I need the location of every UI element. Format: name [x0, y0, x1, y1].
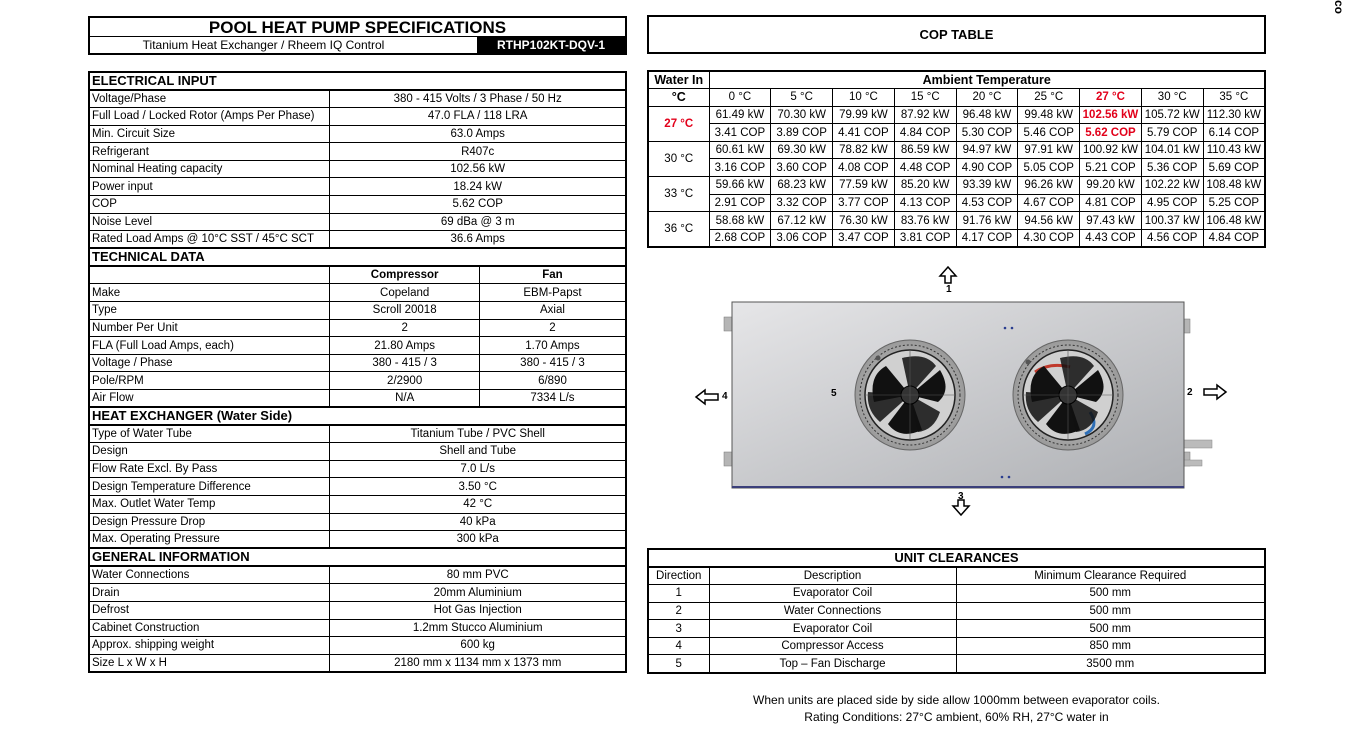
- cop-value-cell: 5.30 COP: [956, 124, 1018, 142]
- spec-value: 69 dBa @ 3 m: [330, 213, 626, 231]
- spec-label: Approx. shipping weight: [89, 637, 330, 655]
- cop-value-cell: 4.30 COP: [1018, 229, 1080, 247]
- spec-label: Voltage/Phase: [89, 90, 330, 108]
- cop-kw-cell: 99.48 kW: [1018, 106, 1080, 124]
- spec-value: 380 - 415 Volts / 3 Phase / 50 Hz: [330, 90, 626, 108]
- clearance-minimum: 500 mm: [956, 602, 1265, 620]
- cop-kw-cell: 83.76 kW: [894, 212, 956, 230]
- spec-value: 600 kg: [330, 637, 626, 655]
- ambient-temp-cell: 27 °C: [1080, 89, 1142, 107]
- water-temp-cell: 27 °C: [648, 106, 709, 141]
- cop-value-cell: 5.21 COP: [1080, 159, 1142, 177]
- section-title: ELECTRICAL INPUT: [89, 72, 626, 90]
- spec-label: Water Connections: [89, 566, 330, 584]
- spec-label: FLA (Full Load Amps, each): [89, 337, 330, 355]
- clearance-description: Water Connections: [709, 602, 956, 620]
- section-header-general-information: [89, 548, 626, 566]
- diagram-label-3: 3: [958, 491, 964, 502]
- spec-label: Air Flow: [89, 390, 330, 408]
- clearance-minimum: 850 mm: [956, 637, 1265, 655]
- cop-value-cell: 6.14 COP: [1203, 124, 1265, 142]
- fan-value: 6/890: [479, 372, 626, 390]
- spec-title-block: [88, 16, 627, 55]
- spec-row: [89, 302, 626, 320]
- diagram-label-4: 4: [722, 391, 728, 402]
- clearance-row: [648, 585, 1265, 603]
- ambient-temperature-header: Ambient Temperature: [709, 71, 1265, 89]
- cop-kw-cell: 97.91 kW: [1018, 141, 1080, 159]
- spec-row: [89, 495, 626, 513]
- compressor-value: 380 - 415 / 3: [330, 354, 480, 372]
- section-title: TECHNICAL DATA: [89, 248, 626, 266]
- cop-kw-cell: 87.92 kW: [894, 106, 956, 124]
- fan-column-header: Fan: [479, 266, 626, 284]
- spec-row: [89, 372, 626, 390]
- clearance-row: [648, 637, 1265, 655]
- cop-value-cell: 4.84 COP: [894, 124, 956, 142]
- cop-value-cell: 4.41 COP: [833, 124, 895, 142]
- cop-value-cell: 5.05 COP: [1018, 159, 1080, 177]
- spec-label: Power input: [89, 178, 330, 196]
- clearance-description: Compressor Access: [709, 637, 956, 655]
- spec-label: Noise Level: [89, 213, 330, 231]
- clearances-column-header: Direction: [648, 567, 709, 585]
- cop-kw-cell: 69.30 kW: [771, 141, 833, 159]
- cop-value-cell: 3.47 COP: [833, 229, 895, 247]
- clearance-direction: 1: [648, 585, 709, 603]
- spec-value: 80 mm PVC: [330, 566, 626, 584]
- clearances-title: UNIT CLEARANCES: [648, 549, 1265, 567]
- note-rating-conditions: Rating Conditions: 27°C ambient, 60% RH, 27°C water in: [804, 710, 1109, 724]
- spec-value: 2180 mm x 1134 mm x 1373 mm: [330, 654, 626, 672]
- technical-column-headers: [89, 266, 626, 284]
- page-subtitle: Titanium Heat Exchanger / Rheem IQ Control: [142, 38, 385, 52]
- cop-value-cell: 5.62 COP: [1080, 124, 1142, 142]
- spec-row: [89, 337, 626, 355]
- clearances-column-header: Description: [709, 567, 956, 585]
- ambient-temp-cell: 0 °C: [709, 89, 771, 107]
- spec-row: [89, 654, 626, 672]
- cop-value-cell: 5.69 COP: [1203, 159, 1265, 177]
- cop-kw-cell: 86.59 kW: [894, 141, 956, 159]
- clearance-direction: 4: [648, 637, 709, 655]
- spec-value: 40 kPa: [330, 513, 626, 531]
- compressor-column-header: Compressor: [330, 266, 480, 284]
- spec-row: [89, 196, 626, 214]
- cop-value-cell: 4.43 COP: [1080, 229, 1142, 247]
- cop-value-row: [648, 124, 1265, 142]
- cop-value-cell: 4.56 COP: [1141, 229, 1203, 247]
- note-spacing: When units are placed side by side allow 1000mm between evaporator coils.: [753, 693, 1160, 707]
- cop-kw-cell: 108.48 kW: [1203, 177, 1265, 195]
- cop-value-cell: 2.91 COP: [709, 194, 771, 212]
- spec-value: R407c: [330, 143, 626, 161]
- cop-value-row: [648, 159, 1265, 177]
- spec-row: [89, 231, 626, 249]
- spec-label: Flow Rate Excl. By Pass: [89, 460, 330, 478]
- spec-label: Min. Circuit Size: [89, 125, 330, 143]
- spec-value: Titanium Tube / PVC Shell: [330, 425, 626, 443]
- cop-kw-cell: 106.48 kW: [1203, 212, 1265, 230]
- cop-kw-cell: 96.26 kW: [1018, 177, 1080, 195]
- cop-kw-cell: 93.39 kW: [956, 177, 1018, 195]
- cop-value-cell: 4.84 COP: [1203, 229, 1265, 247]
- compressor-value: 21.80 Amps: [330, 337, 480, 355]
- water-temp-cell: 30 °C: [648, 141, 709, 176]
- section-header-technical-data: [89, 248, 626, 266]
- cop-value-cell: 3.41 COP: [709, 124, 771, 142]
- cop-kw-cell: 79.99 kW: [833, 106, 895, 124]
- spec-label: Size L x W x H: [89, 654, 330, 672]
- specifications-table: [88, 71, 627, 673]
- spec-row: [89, 143, 626, 161]
- cop-value-cell: 3.77 COP: [833, 194, 895, 212]
- clearance-row: [648, 602, 1265, 620]
- cop-value-cell: 3.32 COP: [771, 194, 833, 212]
- ambient-temp-cell: 25 °C: [1018, 89, 1080, 107]
- spec-row: [89, 284, 626, 302]
- spec-label: Type of Water Tube: [89, 425, 330, 443]
- cop-kw-cell: 94.97 kW: [956, 141, 1018, 159]
- cop-value-cell: 4.67 COP: [1018, 194, 1080, 212]
- clearance-minimum: 500 mm: [956, 585, 1265, 603]
- cop-value-cell: 4.53 COP: [956, 194, 1018, 212]
- water-in-header: Water In: [648, 71, 709, 89]
- cop-kw-cell: 67.12 kW: [771, 212, 833, 230]
- diagram-label-5: 5: [831, 388, 837, 399]
- spec-value: 63.0 Amps: [330, 125, 626, 143]
- fan-value: 380 - 415 / 3: [479, 354, 626, 372]
- spec-label: Pole/RPM: [89, 372, 330, 390]
- diagram-label-1: 1: [946, 284, 952, 295]
- section-title: GENERAL INFORMATION: [89, 548, 626, 566]
- unit-clearances-table: [647, 548, 1266, 674]
- spec-label: Design Temperature Difference: [89, 478, 330, 496]
- spec-value: 47.0 FLA / 118 LRA: [330, 108, 626, 126]
- clearance-minimum: 500 mm: [956, 620, 1265, 638]
- cop-kw-row: [648, 106, 1265, 124]
- ambient-temp-cell: 20 °C: [956, 89, 1018, 107]
- cop-kw-cell: 70.30 kW: [771, 106, 833, 124]
- cop-kw-cell: 104.01 kW: [1141, 141, 1203, 159]
- cop-kw-cell: 102.56 kW: [1080, 106, 1142, 124]
- cop-kw-cell: 100.37 kW: [1141, 212, 1203, 230]
- spec-row: [89, 443, 626, 461]
- spec-row: [89, 319, 626, 337]
- direction-arrow-4: [696, 390, 718, 404]
- spec-row: [89, 425, 626, 443]
- spec-label: Voltage / Phase: [89, 354, 330, 372]
- spec-label: Max. Operating Pressure: [89, 531, 330, 549]
- spec-value: 1.2mm Stucco Aluminium: [330, 619, 626, 637]
- cop-kw-cell: 99.20 kW: [1080, 177, 1142, 195]
- corner-mark: co: [1332, 0, 1346, 15]
- cop-kw-cell: 58.68 kW: [709, 212, 771, 230]
- spec-row: [89, 460, 626, 478]
- spec-row: [89, 108, 626, 126]
- ambient-temp-cell: 15 °C: [894, 89, 956, 107]
- clearances-header-row: [648, 567, 1265, 585]
- spec-label: Number Per Unit: [89, 319, 330, 337]
- cop-kw-cell: 94.56 kW: [1018, 212, 1080, 230]
- cop-value-row: [648, 229, 1265, 247]
- spec-row: [89, 566, 626, 584]
- ambient-temp-cell: 35 °C: [1203, 89, 1265, 107]
- spec-value: 20mm Aluminium: [330, 584, 626, 602]
- cop-kw-row: [648, 141, 1265, 159]
- cop-kw-cell: 68.23 kW: [771, 177, 833, 195]
- cop-kw-cell: 102.22 kW: [1141, 177, 1203, 195]
- cop-value-cell: 4.13 COP: [894, 194, 956, 212]
- cop-kw-cell: 100.92 kW: [1080, 141, 1142, 159]
- unit-drawing: [690, 262, 1230, 522]
- spec-row: [89, 637, 626, 655]
- fan-value: Axial: [479, 302, 626, 320]
- ambient-temp-cell: 5 °C: [771, 89, 833, 107]
- fan-value: 7334 L/s: [479, 390, 626, 408]
- clearances-column-header: Minimum Clearance Required: [956, 567, 1265, 585]
- page-title: POOL HEAT PUMP SPECIFICATIONS: [90, 18, 625, 37]
- cop-kw-cell: 76.30 kW: [833, 212, 895, 230]
- spec-label: Nominal Heating capacity: [89, 160, 330, 178]
- cop-value-cell: 3.81 COP: [894, 229, 956, 247]
- spec-label: COP: [89, 196, 330, 214]
- cop-kw-cell: 78.82 kW: [833, 141, 895, 159]
- cop-kw-cell: 105.72 kW: [1141, 106, 1203, 124]
- spec-value: Hot Gas Injection: [330, 601, 626, 619]
- direction-arrow-3: [953, 500, 969, 515]
- cop-kw-cell: 77.59 kW: [833, 177, 895, 195]
- spec-row: [89, 478, 626, 496]
- cop-value-cell: 2.68 COP: [709, 229, 771, 247]
- cop-value-cell: 3.89 COP: [771, 124, 833, 142]
- clearance-row: [648, 655, 1265, 673]
- cop-value-cell: 3.16 COP: [709, 159, 771, 177]
- spec-row: [89, 213, 626, 231]
- spec-label: Drain: [89, 584, 330, 602]
- cop-value-cell: 5.79 COP: [1141, 124, 1203, 142]
- cop-value-cell: 4.48 COP: [894, 159, 956, 177]
- cop-kw-cell: 97.43 kW: [1080, 212, 1142, 230]
- spec-row: [89, 619, 626, 637]
- compressor-value: 2: [330, 319, 480, 337]
- spec-row: [89, 178, 626, 196]
- clearance-direction: 3: [648, 620, 709, 638]
- ambient-temp-cell: 10 °C: [833, 89, 895, 107]
- model-number: RTHP102KT-DQV-1: [477, 37, 625, 53]
- cop-table: [647, 70, 1266, 248]
- clearance-minimum: 3500 mm: [956, 655, 1265, 673]
- spec-value: Shell and Tube: [330, 443, 626, 461]
- fan-value: 2: [479, 319, 626, 337]
- clearance-description: Evaporator Coil: [709, 585, 956, 603]
- cop-kw-cell: 60.61 kW: [709, 141, 771, 159]
- section-title: HEAT EXCHANGER (Water Side): [89, 407, 626, 425]
- water-temp-cell: 36 °C: [648, 212, 709, 247]
- cop-temps-row: [648, 89, 1265, 107]
- spec-label: Full Load / Locked Rotor (Amps Per Phase): [89, 108, 330, 126]
- spec-label: Cabinet Construction: [89, 619, 330, 637]
- cop-kw-cell: 85.20 kW: [894, 177, 956, 195]
- fan-left: [855, 340, 965, 450]
- cop-value-cell: 4.95 COP: [1141, 194, 1203, 212]
- cop-value-cell: 5.25 COP: [1203, 194, 1265, 212]
- cop-value-row: [648, 194, 1265, 212]
- compressor-value: Copeland: [330, 284, 480, 302]
- cop-kw-cell: 96.48 kW: [956, 106, 1018, 124]
- spec-label: Max. Outlet Water Temp: [89, 495, 330, 513]
- cop-kw-cell: 91.76 kW: [956, 212, 1018, 230]
- fan-value: EBM-Papst: [479, 284, 626, 302]
- cop-value-cell: 3.06 COP: [771, 229, 833, 247]
- section-header-heat-exchanger: [89, 407, 626, 425]
- spec-value: 18.24 kW: [330, 178, 626, 196]
- diagram-label-2: 2: [1187, 387, 1193, 398]
- spec-row: [89, 390, 626, 408]
- clearance-description: Evaporator Coil: [709, 620, 956, 638]
- spec-row: [89, 584, 626, 602]
- cop-kw-cell: 61.49 kW: [709, 106, 771, 124]
- compressor-value: N/A: [330, 390, 480, 408]
- water-in-unit: °C: [648, 89, 709, 107]
- cop-value-cell: 5.46 COP: [1018, 124, 1080, 142]
- spec-label: Rated Load Amps @ 10°C SST / 45°C SCT: [89, 231, 330, 249]
- spec-row: [89, 601, 626, 619]
- spec-row: [89, 90, 626, 108]
- water-temp-cell: 33 °C: [648, 177, 709, 212]
- cop-value-cell: 4.90 COP: [956, 159, 1018, 177]
- spec-label: Refrigerant: [89, 143, 330, 161]
- spec-row: [89, 160, 626, 178]
- clearances-title-row: [648, 549, 1265, 567]
- spec-value: 3.50 °C: [330, 478, 626, 496]
- direction-arrow-2: [1204, 385, 1226, 399]
- cop-table-title: COP TABLE: [647, 15, 1266, 54]
- spec-label: Type: [89, 302, 330, 320]
- clearance-direction: 5: [648, 655, 709, 673]
- cop-kw-cell: 110.43 kW: [1203, 141, 1265, 159]
- cop-value-cell: 3.60 COP: [771, 159, 833, 177]
- cop-kw-cell: 59.66 kW: [709, 177, 771, 195]
- cop-value-cell: 4.17 COP: [956, 229, 1018, 247]
- spec-label: Design Pressure Drop: [89, 513, 330, 531]
- spec-label: Design: [89, 443, 330, 461]
- spec-value: 36.6 Amps: [330, 231, 626, 249]
- compressor-value: Scroll 20018: [330, 302, 480, 320]
- cop-kw-row: [648, 177, 1265, 195]
- cop-value-cell: 5.36 COP: [1141, 159, 1203, 177]
- direction-arrow-1: [940, 267, 956, 283]
- cop-value-cell: 4.81 COP: [1080, 194, 1142, 212]
- section-header-electrical-input: [89, 72, 626, 90]
- spec-row: [89, 354, 626, 372]
- unit-top-view-diagram: [690, 262, 1230, 522]
- cop-kw-cell: 112.30 kW: [1203, 106, 1265, 124]
- spec-row: [89, 531, 626, 549]
- spec-value: 102.56 kW: [330, 160, 626, 178]
- clearance-description: Top – Fan Discharge: [709, 655, 956, 673]
- spec-value: 42 °C: [330, 495, 626, 513]
- compressor-value: 2/2900: [330, 372, 480, 390]
- fan-right: [1013, 340, 1123, 450]
- clearance-row: [648, 620, 1265, 638]
- cop-header-row: [648, 71, 1265, 89]
- spec-row: [89, 125, 626, 143]
- cop-value-cell: 4.08 COP: [833, 159, 895, 177]
- ambient-temp-cell: 30 °C: [1141, 89, 1203, 107]
- spec-label: Make: [89, 284, 330, 302]
- cop-kw-row: [648, 212, 1265, 230]
- spec-value: 7.0 L/s: [330, 460, 626, 478]
- clearance-direction: 2: [648, 602, 709, 620]
- blank-header-cell: [89, 266, 330, 284]
- fan-value: 1.70 Amps: [479, 337, 626, 355]
- spec-value: 300 kPa: [330, 531, 626, 549]
- spec-label: Defrost: [89, 601, 330, 619]
- spec-row: [89, 513, 626, 531]
- spec-value: 5.62 COP: [330, 196, 626, 214]
